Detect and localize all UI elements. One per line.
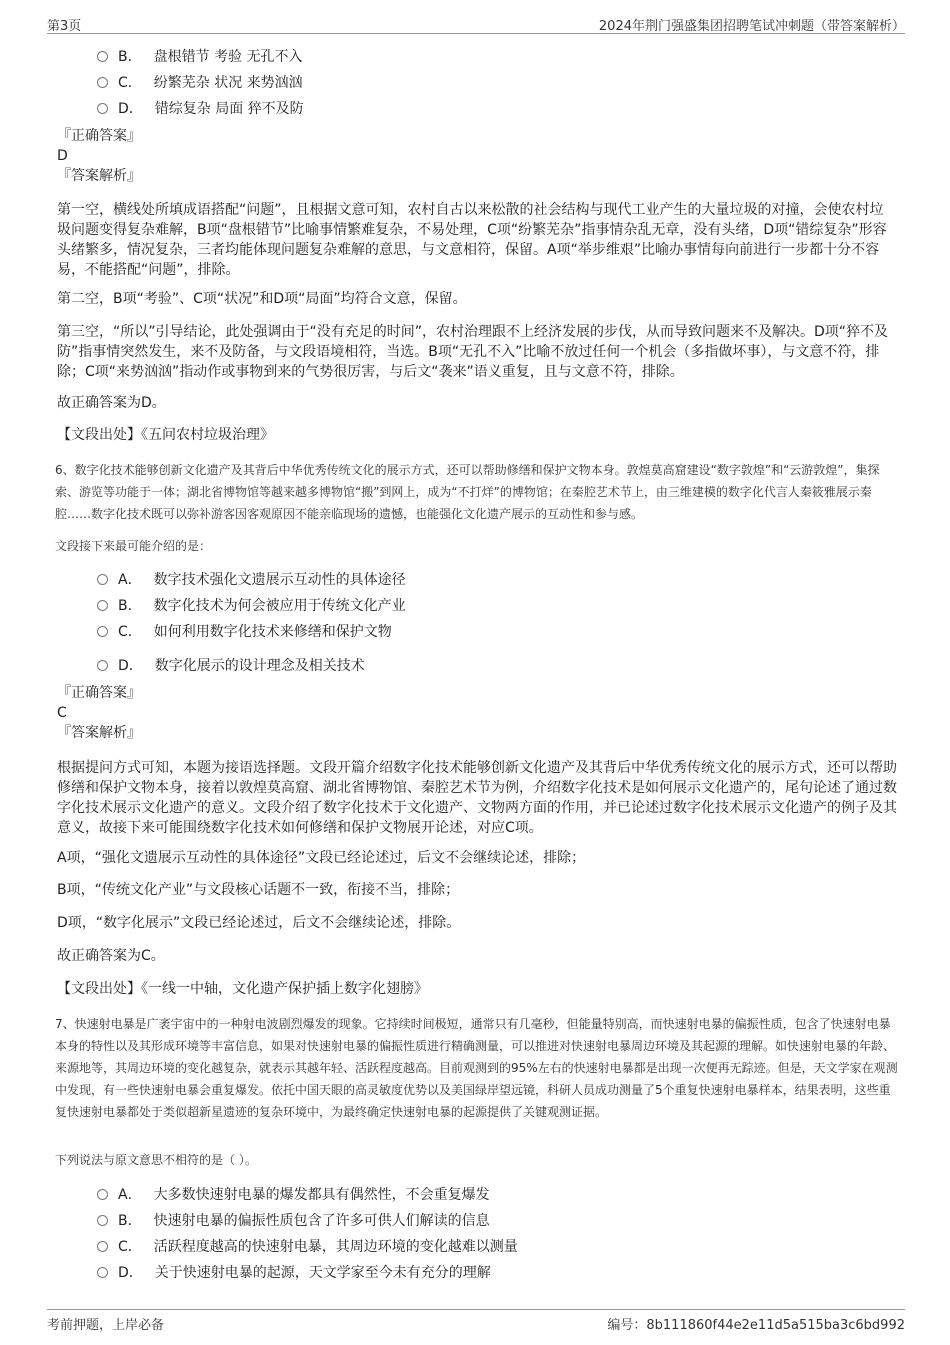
q5-analysis-para-2: 第二空，B项“考验”、C项“状况”和D项“局面”均符合文意，保留。 [57, 291, 467, 307]
q6-option-c[interactable] [97, 622, 392, 642]
q6-analysis-para-4: D项，“数字化展示”文段已经论述过，后文不会继续论述，排除。 [57, 915, 461, 931]
q6-answer: C [57, 705, 67, 721]
option-text: 活跃程度越高的快速射电暴，其周边环境的变化越难以测量 [153, 1239, 518, 1255]
option-key: A． [118, 1187, 142, 1203]
q5-option-d[interactable] [97, 99, 304, 119]
q6-analysis-label: 『答案解析』 [57, 725, 141, 741]
header-divider [47, 33, 905, 34]
radio-icon[interactable] [97, 77, 108, 88]
option-key: B． [118, 1213, 142, 1229]
option-key: A． [118, 572, 142, 588]
option-text: 数字化技术为何会被应用于传统文化产业 [153, 598, 406, 614]
q7-option-a[interactable] [97, 1185, 490, 1205]
radio-icon[interactable] [97, 600, 108, 611]
q5-analysis-para-3: 第三空，“所以”引导结论，此处强调由于“没有充足的时间”，农村治理跟不上经济发展的步伐，从而导致问题来不及解决。D项“猝不及防”指事情突然发生，来不及防备，与文段语境相符，当选。B项“无孔不入”比喻不放过任何一个机会（多指做坏事），与文意不符，排除；C项“来势汹汹”指动作或事物到来的气势很厉害，与后文“袭来”语义重复，且与文意不符，排除。 [57, 324, 889, 380]
footer-slogan: 考前押题，上岸必备 [47, 1318, 165, 1333]
q7-option-c[interactable] [97, 1237, 518, 1257]
q6-source: 【文段出处】《一线一中轴，文化遗产保护插上数字化翅膀》 [57, 981, 428, 997]
radio-icon[interactable] [97, 1241, 108, 1252]
option-key: D． [118, 101, 143, 117]
q7-stem: 7、快速射电暴是广袤宇宙中的一种射电波剧烈爆发的现象。它持续时间极短，通常只有几毫秒，但能量特别高，而快速射电暴的偏振性质，包含了快速射电暴本身的特性以及其形成环境等丰富信息，如果对快速射电暴的偏振性质进行精确测量，可以推进对快速射电暴周边环境及其起源的理解。如快速射电暴的年龄、来源地等，其周边环境的变化越复杂，就表示其越年轻、活跃程度越高。目前观测到的95%左右的快速射电暴都是出现一次便再无踪迹。但是，天文学家在观测中发现，有一些快速射电暴会重复爆发。依托中国天眼的高灵敏度优势以及美国绿岸望远镜，科研人员成功测量了5个重复快速射电暴样本，结果表明，这些重复快速射电暴都处于类似超新星遗迹的复杂环境中，为最终确定快速射电暴的起源提供了关键观测证据。 [55, 1017, 898, 1119]
option-key: C． [118, 75, 142, 91]
q6-analysis-para-3: B项，“传统文化产业”与文段核心话题不一致，衔接不当，排除； [57, 882, 460, 898]
q5-analysis-para-4: 故正确答案为D。 [57, 395, 166, 411]
q6-answer-label: 『正确答案』 [57, 685, 141, 701]
q6-stem: 6、数字化技术能够创新文化遗产及其背后中华优秀传统文化的展示方式，还可以帮助修缮和保护文物本身。敦煌莫高窟建设“数字敦煌”和“云游敦煌”，集探索、游览等功能于一体；湖北省博物馆等越来越多博物馆“搬”到网上，成为“不打烊”的博物馆；在秦腔艺术节上，由三维建模的数字化代言人秦筱雅展示秦腔……数字化技术既可以弥补游客因客观原因不能亲临现场的遗憾，也能强化文化遗产展示的互动性和参与感。 [55, 463, 880, 521]
q6-analysis-para-1: 根据提问方式可知，本题为接语选择题。文段开篇介绍数字化技术能够创新文化遗产及其背后中华优秀传统文化的展示方式，还可以帮助修缮和保护文物本身，接着以敦煌莫高窟、湖北省博物馆、秦腔艺术节为例，介绍数字化技术是如何展示文化遗产的，尾句论述了通过数字化技术展示文化遗产的意义。文段介绍了数字化技术于文化遗产、文物两方面的作用，并已论述过数字化技术展示文化遗产的例子及其意义，故接下来可能围绕数字化技术如何修缮和保护文物展开论述，对应C项。 [57, 760, 897, 836]
q5-source: 【文段出处】《五问农村垃圾治理》 [57, 427, 274, 443]
option-text: 数字化展示的设计理念及相关技术 [154, 658, 365, 674]
q5-answer-label: 『正确答案』 [57, 128, 141, 144]
radio-icon[interactable] [97, 51, 108, 62]
radio-icon[interactable] [97, 103, 108, 114]
option-text: 如何利用数字化技术来修缮和保护文物 [153, 624, 392, 640]
radio-icon[interactable] [97, 1215, 108, 1226]
option-key: B． [118, 598, 142, 614]
radio-icon[interactable] [97, 660, 108, 671]
q5-analysis-label: 『答案解析』 [57, 168, 141, 184]
q6-option-b[interactable] [97, 596, 406, 616]
q5-answer: D [57, 148, 68, 164]
option-text: 快速射电暴的偏振性质包含了许多可供人们解读的信息 [153, 1213, 490, 1229]
footer-divider [47, 1309, 905, 1310]
document-id: 编号：8b111860f44e2e11d5a515ba3c6bd992 [607, 1318, 905, 1333]
q6-option-a[interactable] [97, 570, 406, 590]
page-number: 第3页 [47, 19, 82, 34]
q6-analysis-para-2: A项，“强化文遗展示互动性的具体途径”文段已经论述过，后文不会继续论述，排除； [57, 850, 586, 866]
option-key: D． [118, 1265, 143, 1281]
option-text: 纷繁芜杂 状况 来势汹汹 [153, 75, 303, 91]
radio-icon[interactable] [97, 574, 108, 585]
q5-option-b[interactable] [97, 47, 303, 67]
option-key: B． [118, 49, 142, 65]
option-text: 错综复杂 局面 猝不及防 [154, 101, 304, 117]
q5-option-c[interactable] [97, 73, 303, 93]
option-text: 关于快速射电暴的起源，天文学家至今未有充分的理解 [154, 1265, 491, 1281]
option-key: D． [118, 658, 143, 674]
q7-option-b[interactable] [97, 1211, 490, 1231]
option-text: 盘根错节 考验 无孔不入 [153, 49, 303, 65]
radio-icon[interactable] [97, 1189, 108, 1200]
document-title: 2024年荆门强盛集团招聘笔试冲刺题（带答案解析） [598, 19, 905, 34]
q6-analysis-para-5: 故正确答案为C。 [57, 948, 165, 964]
option-text: 大多数快速射电暴的爆发都具有偶然性，不会重复爆发 [153, 1187, 490, 1203]
radio-icon[interactable] [97, 626, 108, 637]
option-text: 数字技术强化文遗展示互动性的具体途径 [153, 572, 406, 588]
option-key: C． [118, 1239, 142, 1255]
q6-option-d[interactable] [97, 656, 365, 676]
radio-icon[interactable] [97, 1267, 108, 1278]
option-key: C． [118, 624, 142, 640]
q7-option-d[interactable] [97, 1263, 491, 1283]
q6-question: 文段接下来最可能介绍的是： [55, 539, 212, 553]
q7-question: 下列说法与原文意思不相符的是（ ）。 [55, 1153, 257, 1167]
q5-analysis-para-1: 第一空，横线处所填成语搭配“问题”，且根据文意可知，农村自古以来松散的社会结构与现代工业产生的大量垃圾的对撞，会使农村垃圾问题变得复杂难解，B项“盘根错节”比喻事情繁难复杂，不易处理，C项“纷繁芜杂”指事情杂乱无章，没有头绪，D项“错综复杂”形容头绪繁多，情况复杂，三者均能体现问题复杂难解的意思，与文意相符，保留。A项“举步维艰”比喻办事情每向前进行一步都十分不容易，不能搭配“问题”，排除。 [57, 202, 887, 278]
